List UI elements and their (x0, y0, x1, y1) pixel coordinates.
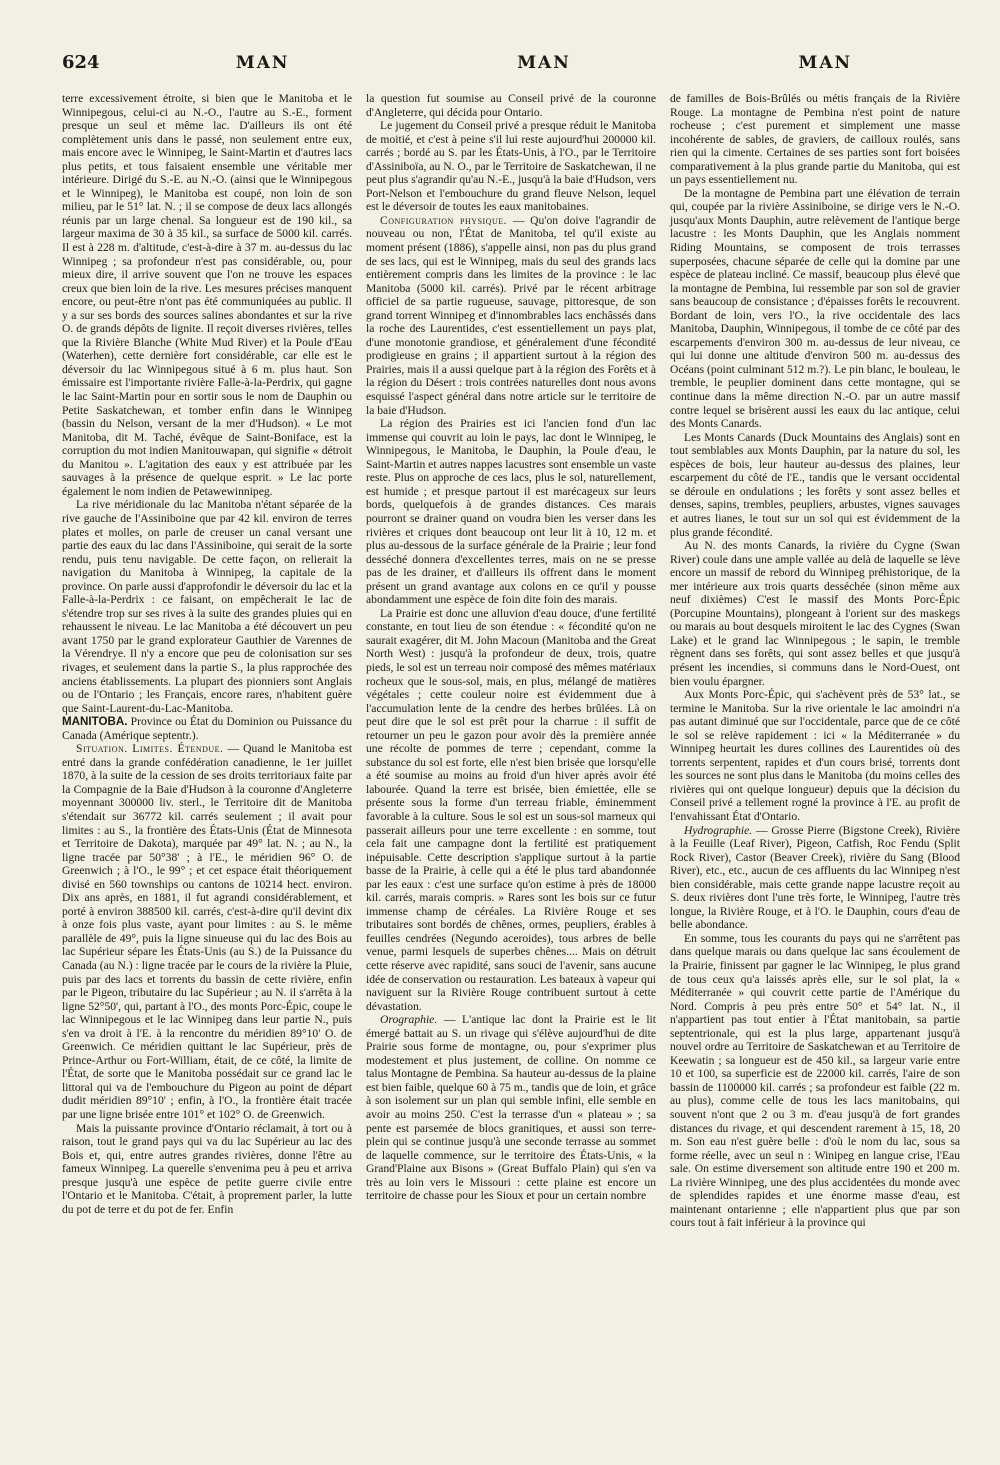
header-right: MAN (798, 53, 853, 73)
paragraph: Les Monts Canards (Duck Mountains des Anglais) sont en tout semblables aux Monts Dauphin, par la nature du sol, les espèces de bois, leur hauteur au-dessus des plaines, leur escarpement du côté de l'E., tandis que le versant occidental se déroule en ondulations ; les forêts y sont assez belles et denses, sapins, trembles, peupliers, arbustes, vignes sauvages et autres lianes, le tout sur un sol qui est évidemment de la plus grande fécondité. (670, 430, 960, 539)
running-header (62, 52, 966, 92)
section-lead: Configuration physique. (380, 213, 508, 227)
entry-title: MANITOBA. (62, 715, 128, 729)
column-2 (366, 92, 656, 1230)
page-number: 624 (62, 52, 100, 73)
paragraph: la question fut soumise au Conseil privé de la couronne d'Angleterre, qui décida pour Ontario. (366, 92, 656, 119)
paragraph: La Prairie est donc une alluvion d'eau douce, d'une fertilité constante, en tout lieu de son étendue : « fécondité qu'on ne saurait exagérer, dit M. John Macoun (Manitoba and the Great North West) : jusqu'à la profondeur de deux, trois, quatre pieds, le sol est un terreau noir composé des mêmes matériaux rocheux que le sous-sol, mais, en plus, mélangé de matières végétales ; cette couleur noire est évidemment due à l'accumulation lente de la cendre des herbes brûlées. Là on peut dire que le sol est prêt pour la charrue : il suffit de retourner un peu le gazon pour avoir dès la première année une récolte de pommes de terre ; cependant, comme la substance du sol est forte, elle n'est bien brisée que lorsqu'elle a été soumise au moins au froid d'un hiver après avoir été labourée. Quand la terre est brisée, bien émiettée, elle se présente sous la forme d'un terreau friable, éminemment favorable à la culture. Sous le sol est un sous-sol marneux qui passerait ailleurs pour une terre excellente : en somme, tout cela fait une campagne dont la fertilité est pratiquement inépuisable. Cette description s'applique surtout à la partie basse de la Prairie, à celle qui a été le plus tard abandonnée par les eaux : c'est une surface qu'on estime à près de 18000 kil. carrés, marais compris. » Rares sont les bois sur ce futur immense champ de céréales. La Rivière Rouge et ses tributaires sont bordés de chênes, ormes, peupliers, érables à feuilles cendrées (Negundo aceroides), tous arbres de belle venue, parmi lesquels de superbes chênes.... Mais on détruit cette réserve avec rapidité, sans souci de l'avenir, sans aucune idée de conservation ou restauration. Les bateaux à vapeur qui naviguent sur la Rivière Rouge contribuent surtout à cette dévastation. (366, 606, 656, 1013)
paragraph-text: — Qu'on doive l'agrandir de nouveau ou non, l'État de Manitoba, tel qu'il existe au moment présent (1886), s'appelle ainsi, non pas du plus grand de ses lacs, qui est le Winnipeg, mais du seul des grands lacs entièrement compris dans les limites de la province : le lac Manitoba (5000 kil. carrés). Privé par le récent arbitrage officiel de sa partie rugueuse, sauvage, pittoresque, de son grand torrent Winnipeg et d'innombrables lacs enchâssés dans la roche des Laurentides, c'est essentiellement un pays plat, d'une monotonie grandiose, et généralement d'une fécondité prodigieuse en grains ; il appartient surtout à la région des Prairies, mais il a aussi quelque part à la région des Forêts et à la région du Désert : trois contrées naturelles dont nous avons esquissé l'aspect général dans notre article sur le territoire de la baie d'Hudson. (366, 213, 656, 417)
paragraph: Aux Monts Porc-Épic, qui s'achèvent près de 53° lat., se termine le Manitoba. Sur la rive orientale le lac amoindri n'a pas autant diminué que sur l'occidentale, parce que de ce côté le sol se relève rapidement : ici « la Méditerranée » du Winnipeg heurtait les dures collines des Laurentides où des torrents serpentent, rapides et d'un cours brisé, torrents dont les sources ne sont plus dans le Manitoba (du moins celles des rivières qui ont quelque longueur) depuis que la décision du Conseil privé a tellement rogné la province à l'E. au profit de l'envahissant État d'Ontario. (670, 688, 960, 823)
paragraph: La région des Prairies est ici l'ancien fond d'un lac immense qui couvrit au loin le pays, lac dont le Winnipeg, le Winnipegous, le Manitoba, le Dauphin, la Poule d'eau, le Saint-Martin et autres nappes lacustres sont ensemble un vaste reste. Plus on approche de ces lacs, plus le sol, naturellement, est humide ; et presque partout il est marécageux sur leurs bords, quelquefois à de grandes distances. Ces marais pourront se drainer quand on voudra bien les verser dans les rivières et criques dont beaucoup ont leur lit à 10, 12 m. et plus au-dessous de la surface générale de la Prairie ; leur fond desséché donnera d'excellentes terres, mais on ne se presse pas de les drainer, et d'ailleurs ils offrent dans le moment présent un grand avantage aux colons en ce qu'il y pousse abondamment une espèce de foin dite foin des marais. (366, 417, 656, 607)
paragraph (366, 214, 656, 417)
paragraph: terre excessivement étroite, si bien que le Manitoba et le Winnipegous, celui-ci au N.-O., l'autre au S.-E., forment presque un seul et même lac. D'ailleurs ils ont été complètement unis dans le passé, non seulement entre eux, mais encore avec le Winnipeg, le Saint-Martin et d'autres lacs plus petits, et tous faisaient ensemble une véritable mer intérieure. Dirigé du S.-E. au N.-O. (ainsi que le Winnipegous et le Winnipeg), le Manitoba est coupé, non loin de son milieu, par le 51° lat. N. ; il se compose de deux lacs allongés réunis par un large chenal. Sa longueur est de 190 kil., sa largeur maxima de 30 à 35 kil., sa surface de 5000 kil. carrés. Il est à 228 m. d'altitude, c'est-à-dire à 37 m. au-dessus du lac Winnipeg ; sa profondeur n'est pas considérable, ou, pour mieux dire, il arrive souvent que l'on ne trouve les espaces creux que bien loin de la rive. Les mesures précises manquent encore, ou peut-être n'ont pas été communiquées au public. Il y a sur ses bords des sources salines abondantes et sur la rive O. de grands dépôts de lignite. Il reçoit diverses rivières, telles que la Rivière Blanche (White Mud River) et la Poule d'Eau (Waterhen), cette dernière fort considérable, car elle est le déversoir du lac Winnipegous situé à 6 m. plus haut. Son émissaire est l'importante rivière Falle-à-la-Perdrix, qui gagne le lac Saint-Martin pour en sortir sous le nom de Dauphin ou Petite Saskatchewan, et tomber enfin dans le Winnipeg (bassin du Nelson, versant de la mer d'Hudson). « Le mot Manitoba, dit M. Taché, évêque de Saint-Boniface, est la corruption du mot indien Manitouwapan, qui signifie « détroit du Manitou ». L'agitation des eaux y est attribuée par les sauvages à la présence de quelque esprit. » Le lac porte également le nom indien de Petawewinnipeg. (62, 92, 352, 498)
section-lead: Orographie. (380, 1013, 438, 1027)
paragraph: En somme, tous les courants du pays qui ne s'arrêtent pas dans quelque marais ou dans quelque lac sans écoulement de la Prairie, finissent par gagner le lac Winnipeg, le plus grand de tous ceux qu'a laissés après elle, sur le sol plat, la « Méditerranée » qui couvrit cette partie de l'Amérique du Nord. Compris à peu près entre 50° et 54° lat. N., il n'appartient pas tout entier à l'État manitobain, sa partie septentrionale, qui est la plus large, appartenant jusqu'à nouvel ordre au Territoire de Saskatchewan et au Territoire de Keewatin ; sa longueur est de 450 kil., sa largeur varie entre 10 et 100, sa superficie est de 22000 kil. carrés, l'aire de son bassin de 1100000 kil. carrés ; sa profondeur est faible (22 m. au plus), comme celle de tous les lacs manitobains, qui souvent n'ont que 2 ou 3 m. d'eau jusqu'à de fort grandes distances du rivage, et qui descendent rarement à 15, 18, 20 m. Son eau n'est guère belle : d'où le nom du lac, sous sa forme réelle, avec un seul n : Winipeg en langue crise, l'Eau sale. On estime diversement son altitude entre 190 et 200 m. La rivière Winnipeg, une des plus accidentées du monde avec de splendides rapides et une énorme masse d'eau, est maintenant ontarienne ; elle n'appartient plus que par son cours tout à fait inférieur à la province qui (670, 931, 960, 1230)
header-left: MAN (235, 53, 290, 73)
paragraph-text: — L'antique lac dont la Prairie est le lit émergé battait au S. un rivage qui s'élève aujourd'hui de dite Prairie sous forme de montagne, ou, pour s'exprimer plus modestement et plus justement, de colline. On nomme ce talus Montagne de Pembina. Sa hauteur au-dessus de la plaine est bien faible, quelque 60 à 75 m., tandis que de loin, et grâce à son isolement sur un plan qui semble infini, elle semble en avoir au moins 250. C'est la terrasse d'un « plateau » ; sa pente est parsemée de blocs granitiques, et aussi son terre-plein qui se continue jusqu'à une seconde terrasse au sommet de laquelle commence, sur le territoire des États-Unis, « la Grand'Plaine aux Bisons » (Great Buffalo Plain) qui s'en va très au loin vers le Missouri : cette plaine est encore un territoire de chasse pour les Sioux et pour un certain nombre (366, 1013, 656, 1203)
paragraph (366, 1013, 656, 1203)
entry-definition: Province ou État du Dominion ou Puissance du Canada (Amérique septentr.). (62, 715, 352, 742)
paragraph-text: — Grosse Pierre (Bigstone Creek), Rivière à la Feuille (Leaf River), Pigeon, Catfish, Roc Fendu (Split Rock River), Castor (Beaver Creek), rivière du Sang (Blood River), etc., etc., aucun de ces affluents du lac Winnipeg n'est bien considérable, mais cette grande nappe lacustre reçoit au S. deux rivières dont l'une très forte, le Winnipeg, l'autre très longue, la Rivière Rouge, et à l'O. le Dauphin, cours d'eau de belle abondance. (670, 823, 960, 932)
section-lead: Hydrographie. (684, 823, 753, 837)
section-lead: Situation. Limites. Étendue. (76, 742, 224, 756)
paragraph (670, 824, 960, 932)
column-3 (670, 92, 960, 1230)
paragraph-text: — Quand le Manitoba est entré dans la grande confédération canadienne, le 1er juillet 1870, à la suite de la cession de ses droits territoriaux faite par la Compagnie de la Baie d'Hudson à la couronne d'Angleterre moyennant 300000 liv. sterl., le Territoire dit de Manitoba s'étendait sur 36772 kil. carrés seulement ; il avait pour limites : au S., la frontière des États-Unis (État de Minnesota et Territoire de Dakota), marquée par 49° lat. N. ; au N., la ligne tracée par 50°38' ; à l'E., le méridien 96° O. de Greenwich ; à l'O., le 99° ; et cet espace était théoriquement divisé en 560 townships ou cantons de 10214 hect. environ. Dix ans après, en 1881, il fut agrandi considérablement, et porté à environ 388500 kil. carrés, c'est-à-dire qu'il devint dix à onze fois plus vaste, ayant pour limites : au S. le même parallèle de 49°, puis la ligne sinueuse qui du lac des Bois au lac Supérieur sépare les États-Unis (au S.) de la Puissance du Canada (au N.) : ligne tracée par le cours de la rivière la Pluie, puis par des lacs et torrents du bassin de cette rivière, enfin par le Pigeon, tributaire du lac Supérieur ; au N. il s'arrêta à la ligne 52°50', qui, partant à l'O., des monts Porc-Épic, coupe le lac Winnipegous et le lac Winnipeg dans leur partie N., puis s'en va droit à l'E. à la rencontre du méridien 89°10' O. de Greenwich. Ce méridien quittant le lac Supérieur, près de Prince-Arthur ou Fort-William, était, de ce côté, la limite de l'État, de sorte que le Manitoba possédait sur ce grand lac le littoral qui va de l'embouchure du Pigeon au point de départ dudit méridien 89°10' ; enfin, à l'O., la frontière était tracée par une ligne brisée entre 101° et 102° O. de Greenwich. (62, 742, 352, 1122)
entry-paragraph (62, 715, 352, 742)
header-center: MAN (517, 53, 571, 73)
text-columns (62, 92, 966, 1230)
paragraph: Au N. des monts Canards, la rivière du Cygne (Swan River) coule dans une ample vallée au delà de laquelle se lève encore un massif de rebord du Winnipeg préhistorique, de la mer intérieure aux trois quarts desséchée (sinon même aux neuf dixièmes) C'est le massif des Monts Porc-Épic (Porcupine Mountains), plongeant à l'orient sur des maskegs ou marais au bout desquels miroitent le lac des Cygnes (Swan Lake) et le grand lac Winnipegous ; le sapin, le tremble règnent dans ses forêts, qui sont assez belles et que jusqu'à présent les incendies, si communs dans le Nord-Ouest, ont bien voulu épargner. (670, 539, 960, 688)
paragraph: De la montagne de Pembina part une élévation de terrain qui, coupée par la rivière Assiniboine, se dirige vers le N.-O. jusqu'aux Monts Dauphin, autre relèvement de l'antique berge lacustre : les Monts Dauphin, que les Anglais nomment Riding Mountains, se composent de trois terrasses superposées, chacune séparée de celle qui la domine par une espèce de plateau incliné. Ce massif, beaucoup plus élevé que la montagne de Pembina, lui ressemble par son sol de gravier sans beaucoup de consistance ; d'épaisses forêts le recouvrent. Bordant de loin, vers l'O., la rive occidentale des lacs Manitoba, Dauphin, Winnipegous, il tombe de ce côté par des escarpements d'environ 300 m. au-dessus de leur niveau, ce qui lui donne une altitude d'environ 500 m. au-dessus des Océans (point culminant 512 m.?). Le pin blanc, le bouleau, le tremble, le peuplier dominent dans cette montagne, qui se continue dans la même direction N.-O. par un autre massif contre lequel se brisèrent aussi les eaux du lac antique, celui des Monts Canards. (670, 186, 960, 431)
paragraph: de familles de Bois-Brûlés ou métis français de la Rivière Rouge. La montagne de Pembina n'est point de nature rocheuse ; c'est purement et simplement une masse incohérente de sables, de graviers, de cailloux roulés, sans rien qui la cimente. Certaines de ses parties sont fort boisées comparativement à la plus grande partie du Manitoba, qui est un pays essentiellement nu. (670, 92, 960, 187)
paragraph: La rive méridionale du lac Manitoba n'étant séparée de la rive gauche de l'Assiniboine que par 42 kil. environ de terres plates et molles, on parle de creuser un canal versant une partie des eaux du lac dans l'Assiniboine, qui serait de la sorte rendu, puis tenu navigable. De cette façon, on relierait la navigation du Manitoba à Winnipeg, la capitale de la province. On parle aussi d'approfondir le déversoir du lac et la Falle-à-la-Perdrix : ce faisant, on empêcherait le lac de s'étendre trop sur ses rives à la suite des grandes pluies qui en rehaussent le niveau. Le lac Manitoba a été découvert un peu avant 1750 par le grand explorateur Gauthier de Varennes de la Vérendrye. Il n'y a encore que peu de colonisation sur ses rivages, et seulement dans la partie S., la plus rapprochée des anciens établissements. La plupart des pionniers sont Anglais ou de l'Ontario ; les Français, encore rares, n'habitent guère que Saint-Laurent-du-Lac-Manitoba. (62, 498, 352, 715)
paragraph (62, 742, 352, 1121)
column-1 (62, 92, 352, 1230)
paragraph: Le jugement du Conseil privé a presque réduit le Manitoba de moitié, et c'est à peine s'il lui reste aujourd'hui 200000 kil. carrés ; bordé au S. par les États-Unis, à l'O., par le Territoire d'Assiniboïa, au N. O., par le Territoire de Saskatchewan, il ne peut plus s'agrandir qu'au N.-E., jusqu'à la baie d'Hudson, vers Port-Nelson et l'embouchure du grand fleuve Nelson, lequel est le déversoir de toutes les eaux manitobaines. (366, 119, 656, 214)
paragraph: Mais la puissante province d'Ontario réclamait, à tort ou à raison, tout le grand pays qui va du lac Supérieur au lac des Bois et, qui, entre autres grandes rivières, donne l'être au fameux Winnipeg. La querelle s'envenima peu à peu et arriva presque jusqu'à une espèce de petite guerre civile entre l'Ontario et le Manitoba. C'était, à proprement parler, la lutte du pot de terre et du pot de fer. Enfin (62, 1121, 352, 1216)
